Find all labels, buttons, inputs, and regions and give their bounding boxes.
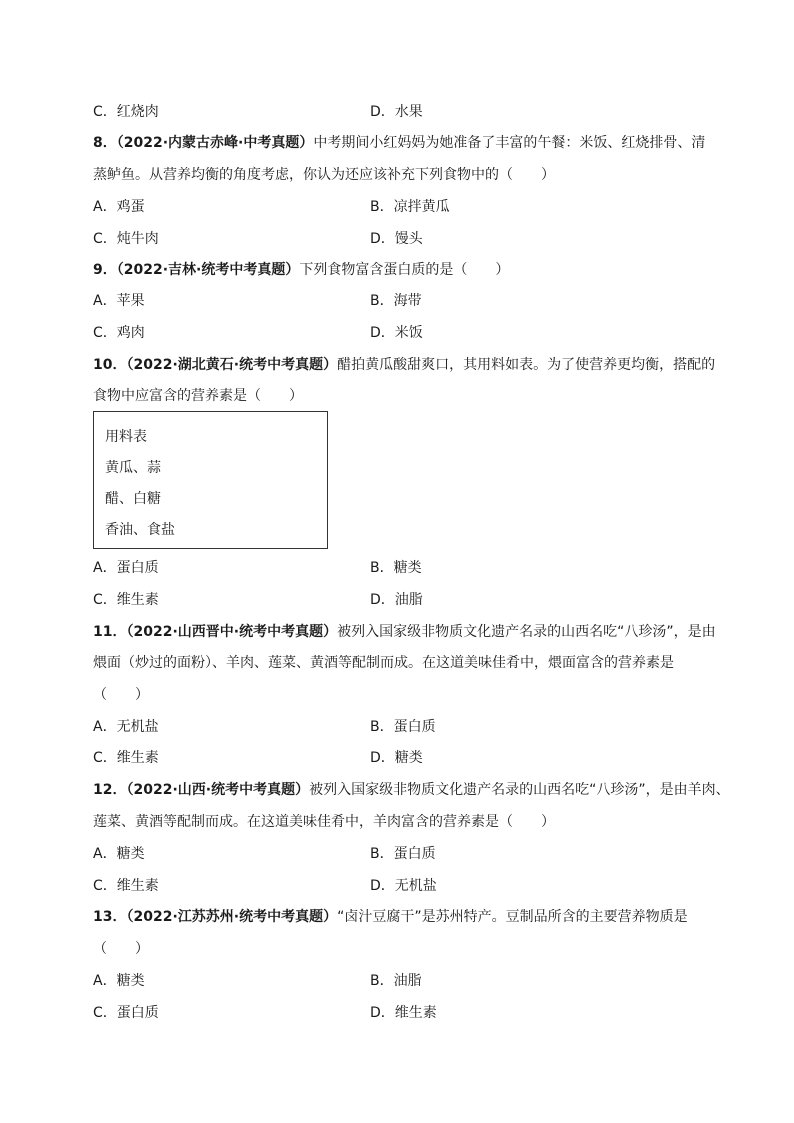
q11-stem-text1: 被列入国家级非物质文化遗产名录的山西名吃“八珍汤”，是由 bbox=[337, 624, 716, 640]
q10-source: （2022·湖北黄石·统考中考真题） bbox=[126, 357, 338, 373]
q11-option-d: D．糖类 bbox=[370, 750, 423, 766]
q9-option-b: B．海带 bbox=[370, 293, 422, 309]
q9-option-c: C．鸡肉 bbox=[93, 325, 145, 341]
q7-option-d: D．水果 bbox=[370, 104, 423, 120]
q13-stem-text1: “卤汁豆腐干”是苏州特产。豆制品所含的主要营养物质是 bbox=[337, 909, 688, 925]
q9-option-d: D．米饭 bbox=[370, 325, 423, 341]
q12-option-a: A．糖类 bbox=[93, 846, 145, 862]
q12-stem-line2: 莲菜、黄酒等配制而成。在这道美味佳肴中，羊肉富含的营养素是（ ） bbox=[93, 814, 555, 830]
q13-stem-line2: （ ） bbox=[93, 941, 149, 957]
q12-source: （2022·山西·统考中考真题） bbox=[126, 782, 310, 798]
q10-option-b: B．糖类 bbox=[370, 560, 422, 576]
q11-number: 11． bbox=[93, 624, 127, 640]
q11-option-b: B．蛋白质 bbox=[370, 719, 436, 735]
q13-option-a: A．糖类 bbox=[93, 973, 145, 989]
q13-option-b: B．油脂 bbox=[370, 973, 422, 989]
q11-stem-line1 bbox=[93, 622, 716, 642]
q13-option-c: C．蛋白质 bbox=[93, 1005, 159, 1021]
q11-option-a: A．无机盐 bbox=[93, 719, 159, 735]
q13-number: 13． bbox=[93, 909, 127, 925]
recipe-table bbox=[93, 411, 328, 549]
q9-stem-line1 bbox=[93, 260, 509, 280]
q10-stem-text1: 醋拍黄瓜酸甜爽口，其用料如表。为了使营养更均衡，搭配的 bbox=[337, 357, 716, 373]
q12-option-c: C．维生素 bbox=[93, 878, 159, 894]
q10-option-d: D．油脂 bbox=[370, 592, 423, 608]
q10-stem-line2: 食物中应富含的营养素是（ ） bbox=[93, 388, 303, 404]
q11-option-c: C．维生素 bbox=[93, 750, 159, 766]
q11-source: （2022·山西晋中·统考中考真题） bbox=[126, 624, 338, 640]
q9-number: 9． bbox=[93, 262, 117, 278]
recipe-table-row: 醋、白糖 bbox=[105, 491, 161, 507]
recipe-table-row: 香油、食盐 bbox=[105, 522, 175, 538]
q10-number: 10． bbox=[93, 357, 127, 373]
q7-option-c: C．红烧肉 bbox=[93, 104, 159, 120]
q8-stem-line2: 蒸鲈鱼。从营养均衡的角度考虑，你认为还应该补充下列食物中的（ ） bbox=[93, 167, 555, 183]
q13-option-d: D．维生素 bbox=[370, 1005, 437, 1021]
q12-option-d: D．无机盐 bbox=[370, 878, 437, 894]
q9-option-a: A．苹果 bbox=[93, 293, 145, 309]
q12-option-b: B．蛋白质 bbox=[370, 846, 436, 862]
recipe-table-title: 用料表 bbox=[105, 429, 147, 445]
q8-stem-line1 bbox=[93, 133, 705, 153]
q10-option-c: C．维生素 bbox=[93, 592, 159, 608]
q12-number: 12． bbox=[93, 782, 127, 798]
q13-source: （2022·江苏苏州·统考中考真题） bbox=[126, 909, 338, 925]
q12-stem-line1 bbox=[93, 780, 730, 800]
q11-stem-line2: 煨面（炒过的面粉）、羊肉、莲菜、黄酒等配制而成。在这道美味佳肴中，煨面富含的营养素是 bbox=[93, 655, 674, 671]
q8-option-b: B．凉拌黄瓜 bbox=[370, 199, 450, 215]
recipe-table-row: 黄瓜、蒜 bbox=[105, 460, 161, 476]
q8-option-c: C．炖牛肉 bbox=[93, 231, 159, 247]
q13-stem-line1 bbox=[93, 907, 688, 927]
q12-stem-text1: 被列入国家级非物质文化遗产名录的山西名吃“八珍汤”，是由羊肉、 bbox=[309, 782, 730, 798]
q8-option-a: A．鸡蛋 bbox=[93, 199, 145, 215]
q8-number: 8． bbox=[93, 135, 117, 151]
q10-option-a: A．蛋白质 bbox=[93, 560, 159, 576]
q10-stem-line1 bbox=[93, 355, 715, 375]
q11-stem-line3: （ ） bbox=[93, 687, 149, 703]
q9-source: （2022·吉林·统考中考真题） bbox=[116, 262, 300, 278]
q8-option-d: D．馒头 bbox=[370, 231, 423, 247]
q8-stem-text1: 中考期间小红妈妈为她准备了丰富的午餐：米饭、红烧排骨、清 bbox=[313, 135, 706, 151]
q8-source: （2022·内蒙古赤峰·中考真题） bbox=[116, 135, 314, 151]
q9-stem-text1: 下列食物富含蛋白质的是（ ） bbox=[299, 262, 510, 278]
